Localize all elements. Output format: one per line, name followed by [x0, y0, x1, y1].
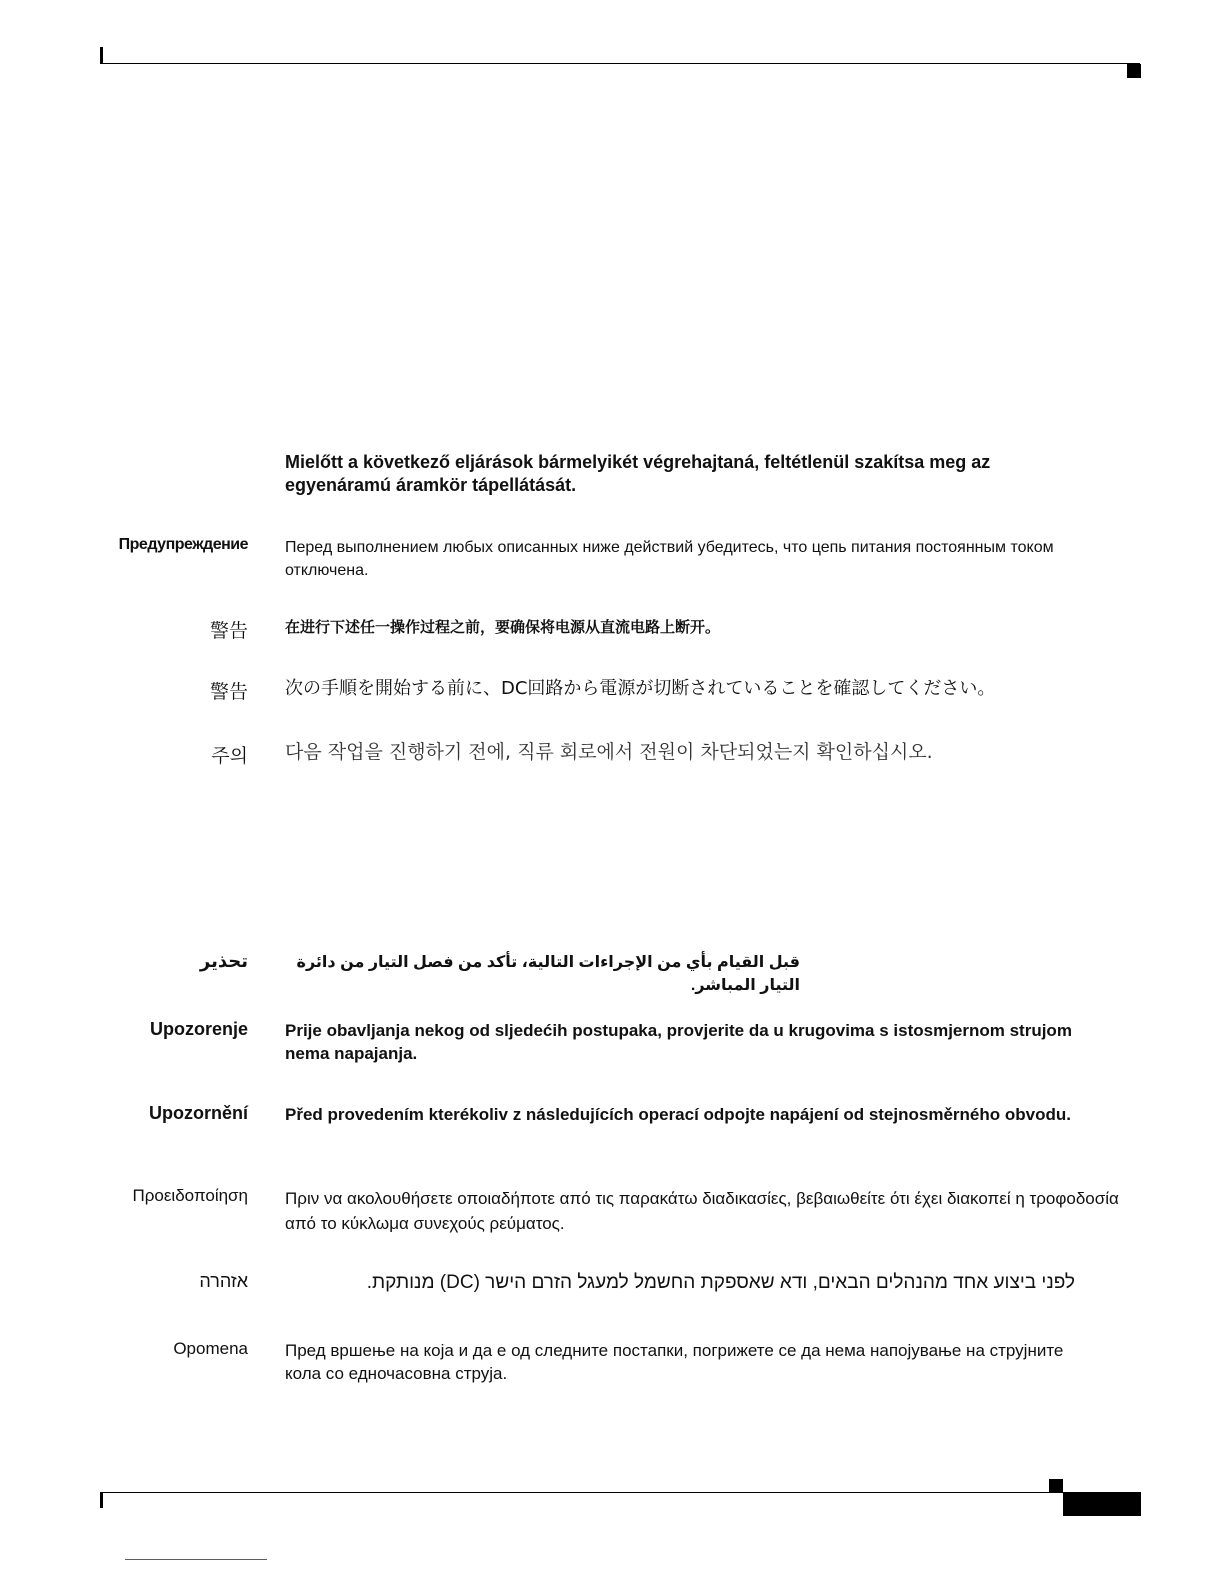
- warning-text: 다음 작업을 진행하기 전에, 직류 회로에서 전원이 차단되었는지 확인하십시오.: [285, 741, 933, 763]
- warning-text: 在进行下述任一操作过程之前，要确保将电源从直流电路上断开。: [285, 618, 721, 636]
- warning-label: Upozorenje: [149, 1019, 248, 1039]
- warning-label: 警告: [209, 681, 248, 703]
- warning-text: Mielőtt a következő eljárások bármelyikét végrehajtaná, feltétlenül szakítsa meg az egyenáramú áramkör tápellátását.: [285, 452, 991, 495]
- warning-text: Перед выполнением любых описанных ниже действий убедитесь, что цепь питания постоянным током отключена.: [285, 539, 1054, 579]
- warning-text: Πριν να ακολουθήσετε οποιαδήποτε από τις παρακάτω διαδικασίες, βεβαιωθείτε ότι έχει διακοπεί η τροφοδοσία από το κύκλωμα συνεχούς ρεύματος.: [285, 1189, 1119, 1233]
- warning-label: 주의: [211, 745, 248, 767]
- footer-left-tick: [100, 1492, 103, 1508]
- warning-label: 警告: [209, 620, 248, 642]
- warning-label: تحذير: [199, 951, 248, 971]
- warning-text: Před provedením kterékoliv z následujících operací odpojte napájení od stejnosměrného obvodu.: [285, 1105, 1071, 1124]
- warning-text: قبل القيام بأي من الإجراءات التالية، تأكد من فصل التيار من دائرة التيار المباشر.: [296, 954, 800, 994]
- header-rule: [100, 63, 1140, 64]
- warning-text: 次の手順を開始する前に、DC回路から電源が切断されていることを確認してください。: [285, 678, 996, 699]
- header-corner-block: [1127, 64, 1141, 78]
- warning-label: Προειδοποίηση: [132, 1186, 248, 1205]
- footer-corner-block: [1049, 1479, 1063, 1493]
- header-left-tick: [100, 47, 103, 64]
- warning-label: Предупреждение: [118, 536, 248, 553]
- footer-rule: [100, 1492, 1064, 1493]
- warning-label: אזהרה: [199, 1271, 248, 1291]
- warning-label: Opomena: [173, 1339, 248, 1358]
- page-number-tab: [1063, 1492, 1141, 1516]
- warning-text: Prije obavljanja nekog od sljedećih postupaka, provjerite da u krugovima s istosmjernom strujom nema napajanja.: [285, 1021, 1072, 1063]
- warning-text: לפני ביצוע אחד מהנהלים הבאים, ודא שאספקת החשמל למעגל הזרם הישר (DC) מנותקת.: [366, 1272, 1075, 1293]
- warning-label: Upozornění: [149, 1103, 248, 1123]
- warning-text: Пред вршење на која и да е од следните постапки, погрижете се да нема напојување на струјните кола со едночасовна струја.: [285, 1341, 1064, 1383]
- footer-link-underline[interactable]: [125, 1559, 267, 1560]
